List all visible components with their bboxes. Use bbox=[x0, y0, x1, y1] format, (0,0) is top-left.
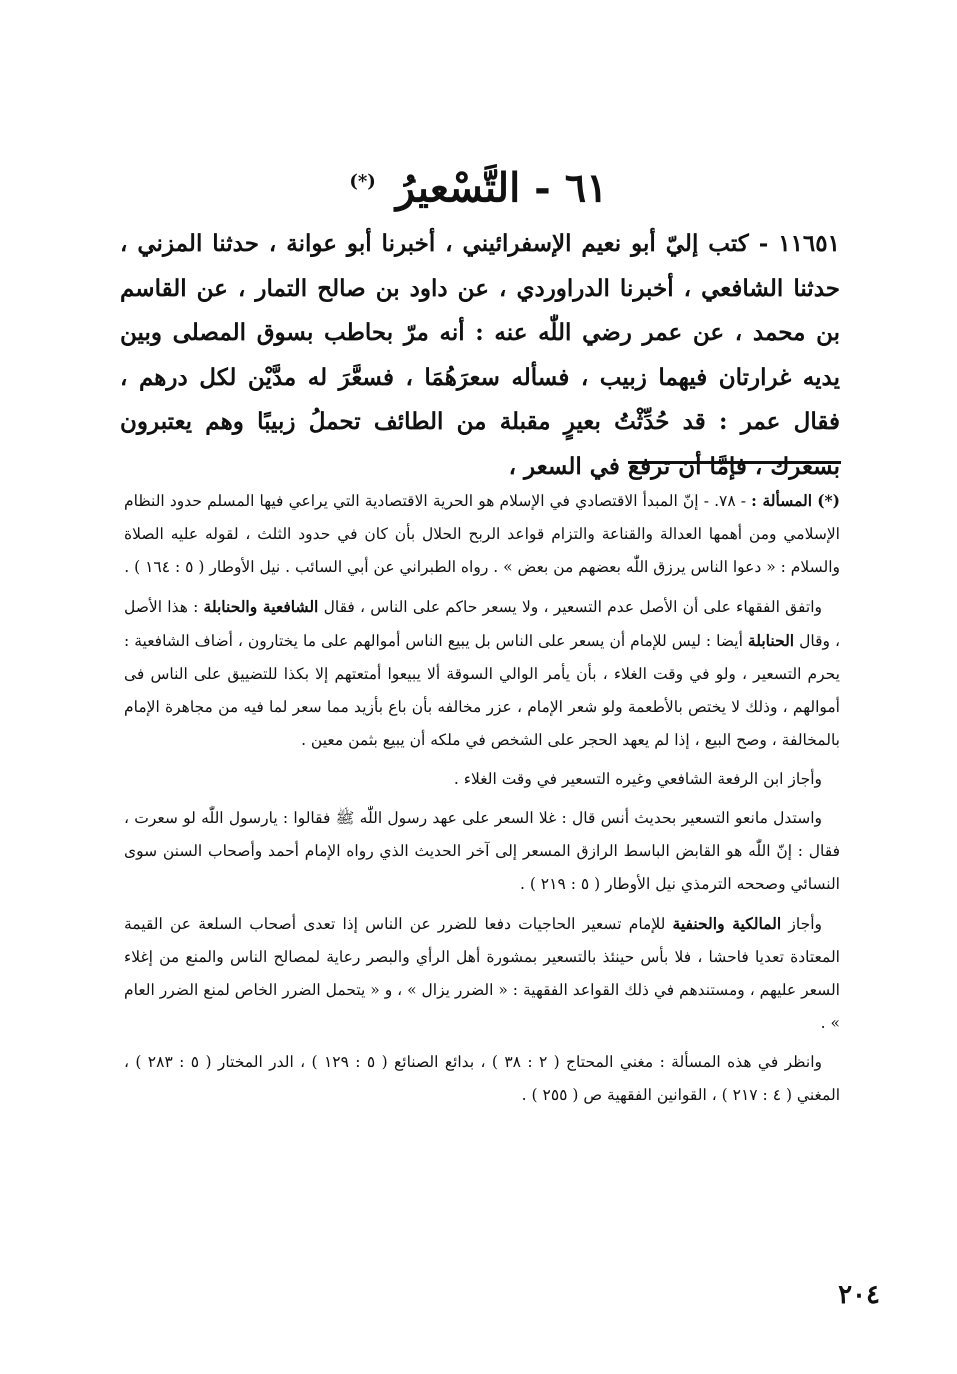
chapter-title-text: التَّسْعيرُ bbox=[395, 164, 521, 212]
footnote-2-bold-b: الحنابلة bbox=[747, 631, 795, 650]
page-number: ٢٠٤ bbox=[838, 1280, 880, 1310]
footnote-2-text-a: واتفق الفقهاء على أن الأصل عدم التسعير ، ولا يسعر حاكم على الناس ، فقال bbox=[323, 598, 822, 616]
footnote-2 bbox=[124, 590, 840, 757]
footnote-1-body: - ٧٨. - إنّ المبدأ الاقتصادي في الإسلام هو الحرية الاقتصادية التي يراعي فيها المسلم حدود النظام الإسلامي ومن أهمها العدالة والقناعة والتزام قواعد الربح الحلال بأن كان في حدود الثلث ، لقوله عليه الصلاة والسلام : « دعوا الناس يرزق اللّٰه بعضهم من بعض » . رواه الطبراني عن أبي السائب . نيل الأوطار ( ٥ : ١٦٤ ) . bbox=[124, 492, 840, 576]
footnote-marker: (*) bbox=[817, 491, 840, 510]
footnote-5-bold: المالكية والحنفية bbox=[672, 914, 782, 933]
footnote-1 bbox=[124, 484, 840, 584]
footnote-label: المسألة : bbox=[751, 491, 813, 510]
footnote-5 bbox=[124, 907, 840, 1040]
footnote-divider bbox=[628, 461, 841, 464]
footnote-4: واستدل مانعو التسعير بحديث أنس قال : غلا السعر على عهد رسول اللّٰه ﷺ فقالوا : يارسول اللّٰه لو سعرت ، فقال : إنّ اللّٰه هو القابض الباسط الرازق المسعر إلى آخر الحديث الذي رواه الإمام أحمد وأصحاب السنن سوى النسائي وصححه الترمذي نيل الأوطار ( ٥ : ٢١٩ ) . bbox=[124, 809, 840, 893]
hadith-paragraph: ١١٦٥١ - كتب إليّ أبو نعيم الإسفرائيني ، أخبرنا أبو عوانة ، حدثنا المزني ، حدثنا الشافعي ، أخبرنا الدراوردي ، عن داود بن صالح التمار ، عن القاسم بن محمد ، عن عمر رضي اللّٰه عنه : أنه مرّ بحاطب بسوق المصلى وبين يديه غرارتان فيهما زبيب ، فسأله سعرَهُمَا ، فسعَّرَ له مدَّيْن لكل درهم ، فقال عمر : قد حُدِّثْتُ بعيرٍ مقبلة من الطائف تحملُ زبيبًا وهم يعتبرون بسعرك ، فإمَّا أن ترفع في السعر ، bbox=[120, 230, 840, 480]
footnote-6: وانظر في هذه المسألة : مغني المحتاج ( ٢ : ٣٨ ) ، بدائع الصنائع ( ٥ : ١٢٩ ) ، الدر المختار ( ٥ : ٢٨٣ ) ، المغني ( ٤ : ٢١٧ ) ، القوانين الفقهية ص ( ٢٥٥ ) . bbox=[124, 1053, 840, 1104]
footnotes bbox=[124, 484, 840, 1118]
footnote-2-text-c: أيضا : ليس للإمام أن يسعر على الناس بل يبيع الناس أموالهم على ما يختارون ، أضاف الشافعية : يحرم التسعير ، ولو في وقت الغلاء ، بأن يأمر الوالي السوقة ألا يبيعوا أمتعتهم إلا بكذا للتضييق على الناس فى أموالهم ، وذلك لا يختص بالأطعمة ولو شعر الإمام ، عزر مخالفه بأن باع بأزيد مما سعر لما فيه من مجاهرة الإمام بالمخالفة ، وصح البيع ، إذا لم يعهد الحجر على الشخص في ملكه أن يبيع بثمن معين . bbox=[124, 632, 840, 749]
footnote-2-text-b: : هذا الأصل ، وقال bbox=[124, 598, 840, 650]
title-footnote-marker: (*) bbox=[349, 171, 376, 192]
footnote-5-text-a: وأجاز bbox=[788, 915, 822, 933]
chapter-title bbox=[0, 152, 957, 218]
footnote-5-text-b: للإمام تسعير الحاجيات دفعا للضرر عن الناس إذا تعدى أصحاب السلعة عن القيمة المعتادة تعديا فاحشا ، فلا بأس حينئذ بالتسعير بمشورة أهل الرأي والبصر رعاية لمصالح الناس والمنع من إغلاء السعر عليهم ، ومستندهم في ذلك القواعد الفقهية : « الضرر يزال » ، و « يتحمل الضرر الخاص لمنع الضرر العام » . bbox=[124, 915, 840, 1032]
chapter-number: ٦١ - bbox=[534, 164, 608, 212]
footnote-3: وأجاز ابن الرفعة الشافعي وغيره التسعير في وقت الغلاء . bbox=[453, 770, 822, 788]
footnote-2-bold-a: الشافعية والحنابلة bbox=[203, 597, 319, 616]
